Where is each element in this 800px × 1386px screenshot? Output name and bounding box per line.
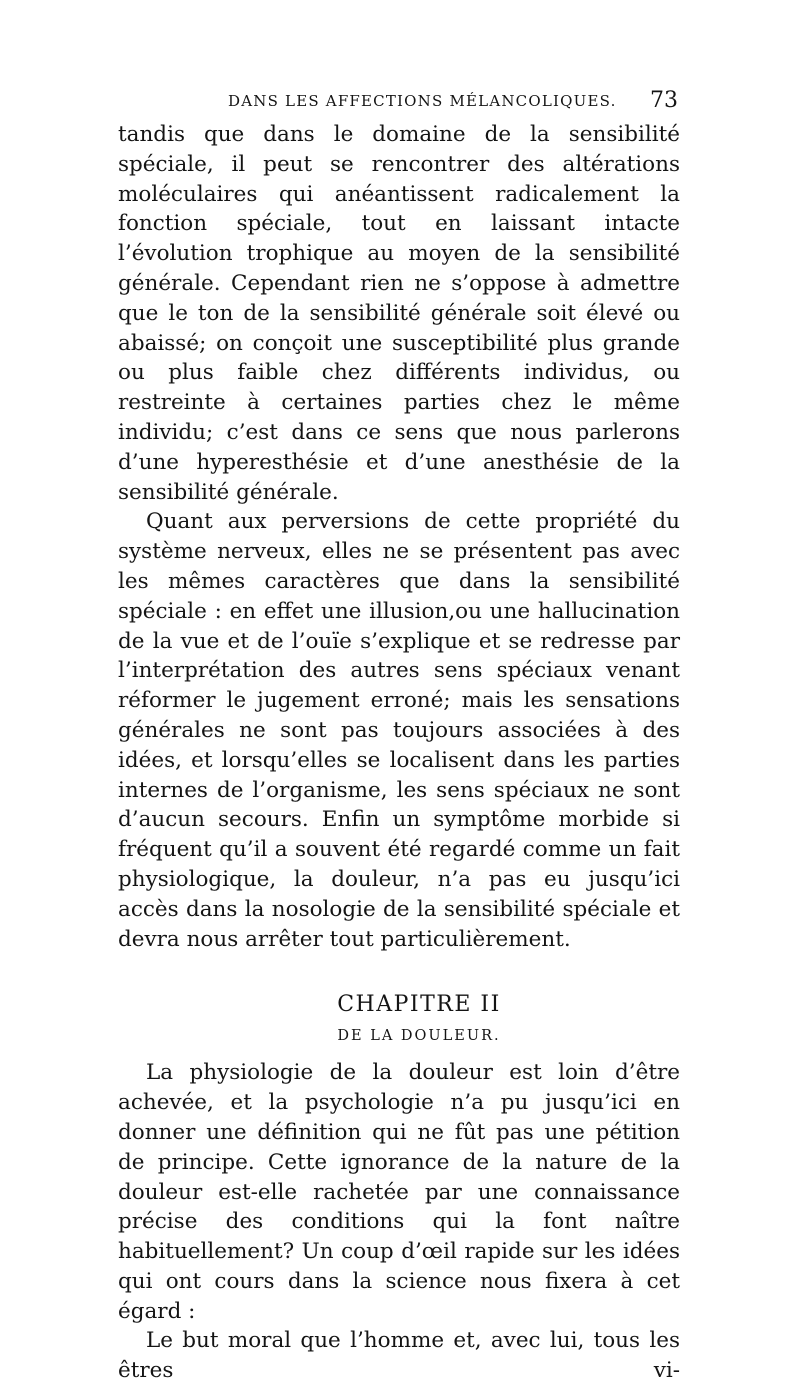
paragraph-moral-goal: Le but moral que l’homme et, avec lui, tous les êtres vi- (118, 1328, 680, 1384)
paragraph-perversions: Quant aux perversions de cette propriété du système nerveux, elles ne se présentent pas avec les mêmes caractères que dans la sensibilité spéciale : en effet une illusion,ou une hallucination de la vue et de l’ouïe s’explique et se redresse par l’interprétation des autres sens spéciaux venant réformer le jugement erroné; mais les sensations générales ne sont pas toujours associées à des idées, et lorsqu’elles se localisent dans les parties internes de l’organisme, les sens spéciaux ne sont d’aucun secours. Enfin un symptôme morbide si fréquent qu’il a souvent été regardé comme un fait physiologique, la douleur, n’a pas eu jusqu’ici accès dans la nosologie de la sensibilité spéciale et devra nous arrêter tout particulièrement. (118, 509, 680, 952)
page-number: 73 (650, 88, 678, 113)
running-head (118, 90, 678, 118)
chapter-title: CHAPITRE II (337, 992, 501, 1018)
body-text (118, 120, 680, 1386)
running-title: DANS LES AFFECTIONS MÉLANCOLIQUES. (228, 92, 617, 110)
paragraph-physiology: La physiologie de la douleur est loin d’être achevée, et la psychologie n’a pu jusqu’ici en donner une définition qui ne fût pas une pétition de principe. Cette ignorance de la nature de la douleur est-elle rachetée par une connaissance précise des conditions qui la font naître habituellement? Un coup d’œil rapide sur les idées qui ont cours dans la science nous fixera à cet égard : (118, 1060, 680, 1324)
paragraph-continuation: tandis que dans le domaine de la sensibilité spéciale, il peut se rencontrer des altérations moléculaires qui anéantissent radicalement la fonction spéciale, tout en laissant intacte l’évolution trophique au moyen de la sensibilité générale. Cependant rien ne s’oppose à admettre que le ton de la sensibilité générale soit élevé ou abaissé; on conçoit une susceptibilité plus grande ou plus faible chez différents individus, ou restreinte à certaines parties chez le même individu; c’est dans ce sens que nous parlerons d’une hyperesthésie et d’une anesthésie de la sensibilité générale. (118, 122, 680, 505)
chapter-subtitle: DE LA DOULEUR. (337, 1028, 501, 1045)
